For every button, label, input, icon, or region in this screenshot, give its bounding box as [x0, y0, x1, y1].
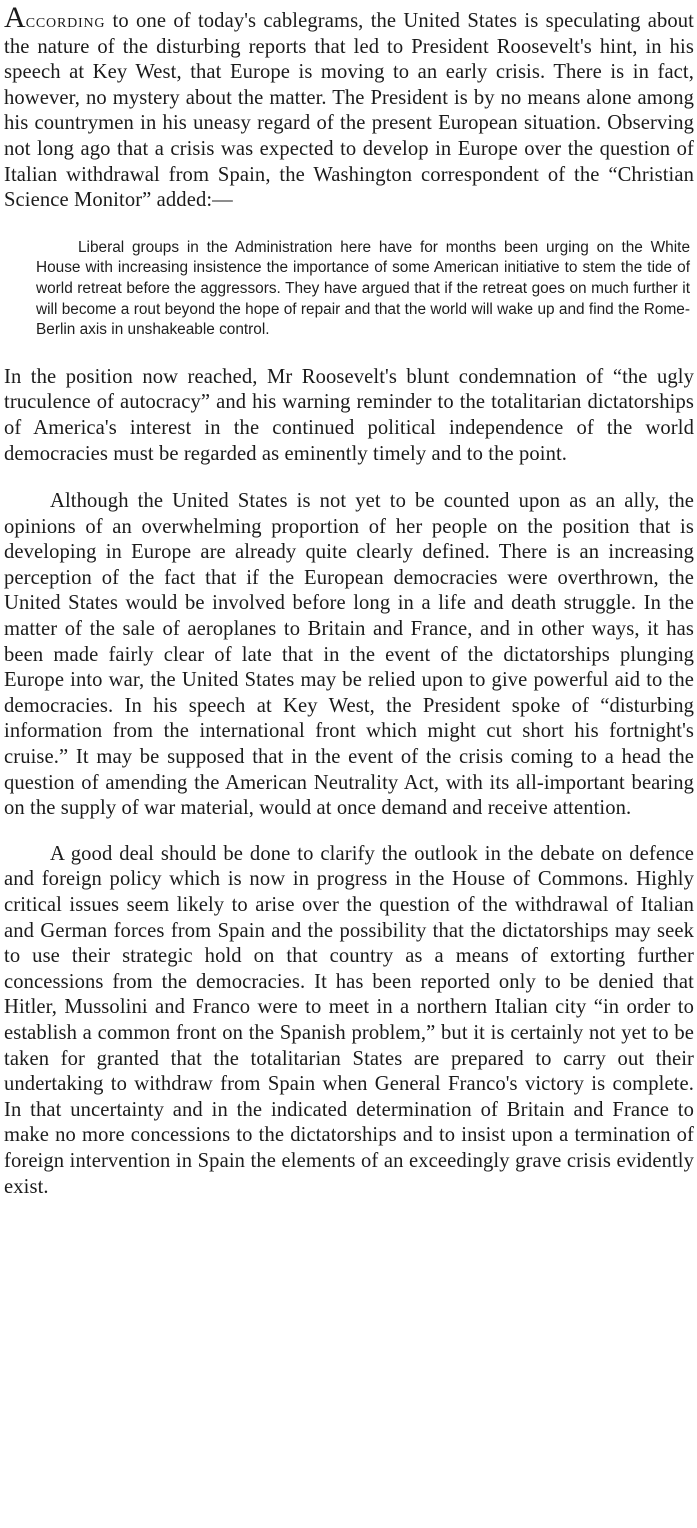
article-paragraph-3: Although the United States is not yet to be counted upon as an ally, the opinions of an overwhelming proportion of her people on the position that is developing in Europe are already quite clearly defined. There is an increasing perception of the fact that if the European democracies were overthrown, the United States would be involved before long in a life and death struggle. In the matter of the sale of aeroplanes to Britain and France, and in other ways, it has been made fairly clear of late that in the event of the dictatorships plunging Europe into war, the United States may be relied upon to give powerful aid to the democracies. In his speech at Key West, the President spoke of “disturbing information from the international front which might cut short his fortnight's cruise.” It may be supposed that in the event of the crisis coming to a head the question of amending the American Neutrality Act, with its all-important bearing on the supply of war material, would at once demand and receive attention.: [4, 490, 694, 820]
article-paragraph-1: [4, 1, 694, 214]
drop-cap: A: [4, 1, 26, 34]
paragraph-1-text: to one of today's cablegrams, the United States is speculating about the nature of the disturbing reports that led to President Roosevelt's hint, in his speech at Key West, that Europe is moving to an early crisis. There is in fact, however, no mystery about the matter. The President is by no means alone among his countrymen in his uneasy regard of the present European situation. Observing not long ago that a crisis was expected to develop in Europe over the question of Italian withdrawal from Spain, the Washington correspondent of the “Christian Science Monitor” added:—: [4, 10, 694, 212]
newspaper-article: [4, 1, 694, 1200]
block-quotation: Liberal groups in the Administration here have for months been urging on the White House with increasing insistence the importance of some American initiative to stem the tide of world retreat before the aggressors. They have argued that if the retreat goes on much further it will become a rout beyond the hope of repair and that the world will wake up and find the Rome-Berlin axis in unshakeable control.: [36, 238, 690, 339]
article-paragraph-2: In the position now reached, Mr Roosevelt's blunt condemnation of “the ugly truculence of autocracy” and his warning reminder to the totalitarian dictatorships of America's interest in the continued political independence of the world democracies must be regarded as eminently timely and to the point.: [4, 365, 694, 465]
article-paragraph-4: A good deal should be done to clarify the outlook in the debate on defence and foreign policy which is now in progress in the House of Commons. Highly critical issues seem likely to arise over the question of the withdrawal of Italian and German forces from Spain and the possibility that the dictatorships may seek to use their strategic hold on that country as a means of extorting further concessions from the democracies. It has been reported only to be denied that Hitler, Mussolini and Franco were to meet in a northern Italian city “in order to establish a common front on the Spanish problem,” but it is certainly not yet to be taken for granted that the totalitarian States are prepared to carry out their undertaking to withdraw from Spain when General Franco's victory is complete. In that uncertainty and in the indicated determination of Britain and France to make no more concessions to the dictatorships and to insist upon a termination of foreign intervention in Spain the elements of an exceedingly grave crisis evidently exist.: [4, 842, 694, 1198]
lead-in-small-caps: ccording: [25, 10, 106, 32]
